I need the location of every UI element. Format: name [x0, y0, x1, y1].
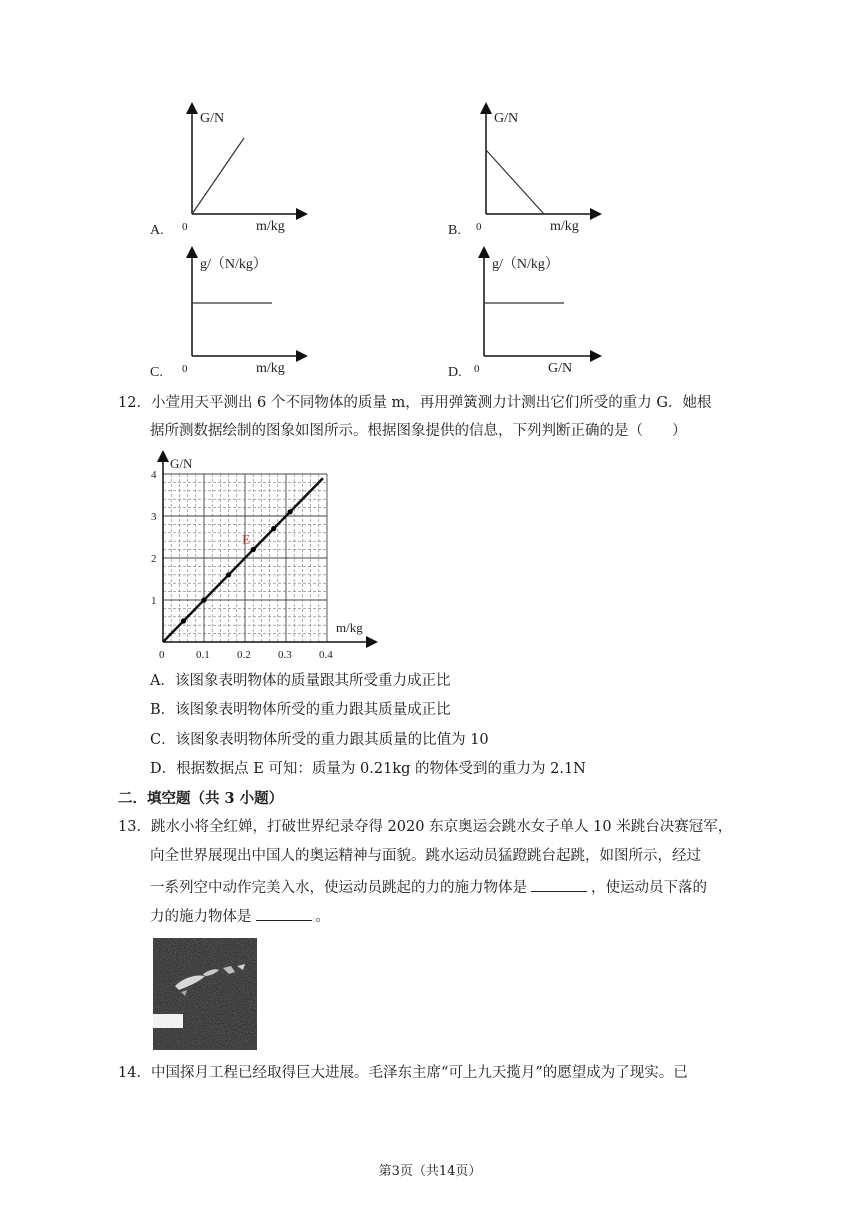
x-tick-label: 0.4 [319, 649, 333, 661]
x-tick-label: 0.1 [196, 649, 210, 661]
q11-c-letter: C. [150, 365, 163, 380]
q11-b-ylabel: G/N [494, 111, 519, 126]
q11-graph-b [440, 100, 620, 240]
q12-option-b[interactable]: B．该图象表明物体所受的重力跟其质量成正比 [150, 702, 451, 718]
q12-option-d[interactable]: D．根据数据点 E 可知：质量为 0.21kg 的物体受到的重力为 2.1N [150, 761, 586, 777]
q11-d-letter: D. [448, 365, 462, 380]
data-point [251, 547, 256, 552]
q12-chart [140, 448, 390, 664]
x-tick-label: 0.3 [278, 649, 292, 661]
q11-b-xlabel: m/kg [550, 219, 579, 234]
q11-a-xlabel: m/kg [256, 219, 285, 234]
data-point [181, 618, 186, 623]
q13-line4 [150, 906, 330, 926]
y-tick-label: 1 [151, 595, 157, 607]
q11-graph-a [140, 100, 320, 240]
data-point [201, 597, 206, 602]
chart-xlabel: m/kg [336, 620, 363, 635]
answer-blank-2[interactable] [256, 906, 312, 921]
tick-labels [151, 469, 333, 661]
y-tick-label: 2 [151, 553, 157, 565]
q11-c-origin: 0 [182, 363, 188, 375]
q13-line4-post: 。 [315, 909, 330, 925]
q12-option-c[interactable]: C．该图象表明物体所受的重力跟其质量的比值为 10 [150, 732, 489, 748]
page-footer: 第3页（共14页） [378, 1164, 482, 1179]
q11-b-letter: B. [448, 223, 461, 238]
q13-line3 [150, 877, 707, 897]
q12-option-a[interactable]: A．该图象表明物体的质量跟其所受重力成正比 [150, 673, 451, 689]
x-tick-label: 0 [159, 649, 165, 661]
q13-line3-post: ，使运动员下落的 [591, 880, 707, 896]
fit-line [163, 478, 323, 642]
q13-line4-pre: 力的施力物体是 [150, 909, 252, 925]
q13-line2: 向全世界展现出中国人的奥运精神与面貌。跳水运动员猛蹬跳台起跳，如图所示，经过 [150, 848, 701, 864]
x-tick-label: 0.2 [237, 649, 251, 661]
data-point [226, 572, 231, 577]
y-tick-label: 4 [151, 469, 157, 481]
data-point [271, 526, 276, 531]
diving-photo [153, 938, 257, 1050]
q11-d-origin: 0 [474, 363, 480, 375]
q13-line1: 13．跳水小将全红婵，打破世界纪录夺得 2020 东京奥运会跳水女子单人 10 米跳台决赛冠军， [118, 819, 733, 835]
q11-graph-c [140, 244, 320, 384]
q11-a-ylabel: G/N [200, 111, 225, 126]
q12-line2: 据所测数据绘制的图象如图所示。根据图象提供的信息，下列判断正确的是（ ） [150, 423, 687, 439]
q12-line1: 12．小萱用天平测出 6 个不同物体的质量 m，再用弹簧测力计测出它们所受的重力 G．她根 [118, 395, 712, 411]
q11-a-origin: 0 [182, 221, 188, 233]
data-point [288, 509, 293, 514]
q11-d-ylabel: g/（N/kg） [492, 257, 559, 272]
answer-blank-1[interactable] [531, 877, 587, 892]
q11-graph-d [440, 244, 620, 384]
q11-a-letter: A. [150, 223, 164, 238]
q11-d-xlabel: G/N [548, 361, 573, 376]
chart-ylabel: G/N [170, 456, 193, 471]
q14-line1: 14．中国探月工程已经取得巨大进展。毛泽东主席“可上九天揽月”的愿望成为了现实。已 [118, 1065, 688, 1081]
y-tick-label: 3 [151, 511, 157, 523]
q11-c-xlabel: m/kg [256, 361, 285, 376]
section-title: 二．填空题（共 3 小题） [118, 790, 284, 807]
point-label-e: E [242, 531, 251, 547]
q11-b-origin: 0 [476, 221, 482, 233]
q11-c-ylabel: g/（N/kg） [200, 257, 267, 272]
q13-line3-pre: 一系列空中动作完美入水，使运动员跳起的力的施力物体是 [150, 880, 527, 896]
